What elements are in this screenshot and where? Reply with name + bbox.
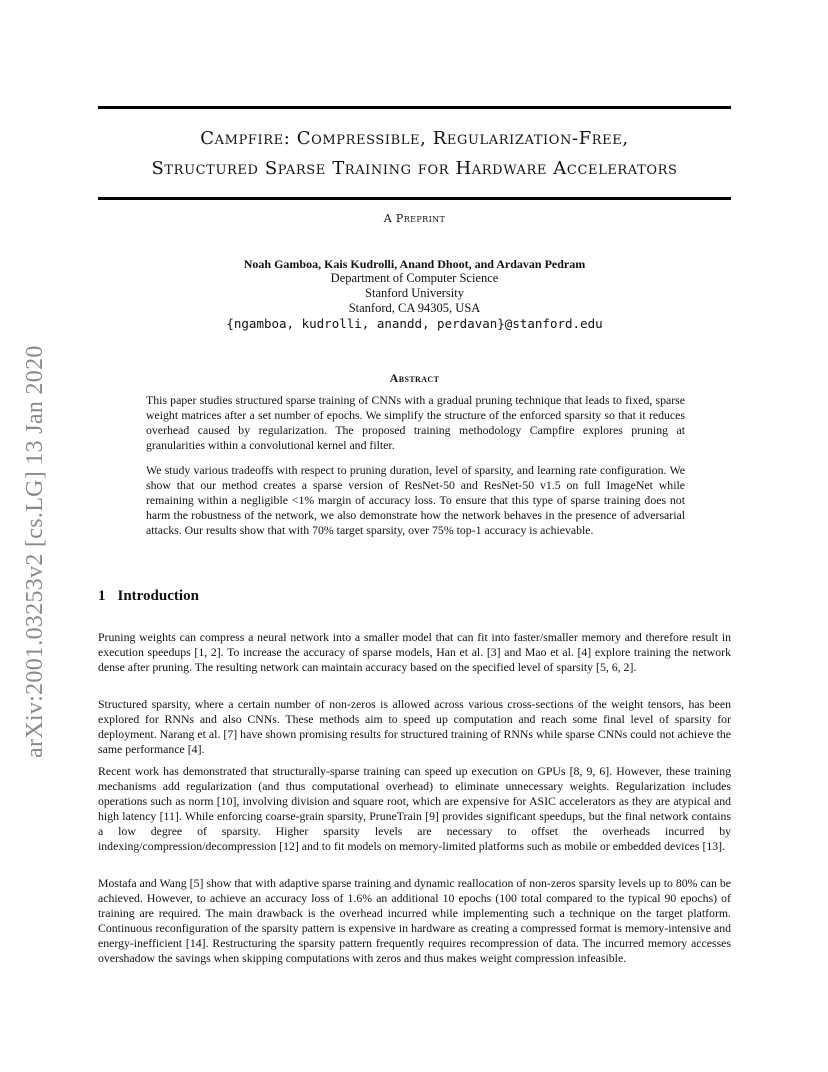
section-number: 1 bbox=[98, 588, 106, 604]
abstract-heading: Abstract bbox=[389, 371, 440, 385]
abstract-paragraph: This paper studies structured sparse training of CNNs with a gradual pruning technique that leads to fixed, sparse weight matrices after a set number of epochs. We simplify the structure of the enforced sparsity so that it reduces overhead caused by regularization. The proposed training methodology Campfire explores pruning at granularities within a convolutional kernel and filter. bbox=[146, 393, 685, 452]
body-paragraph: Recent work has demonstrated that structurally-sparse training can speed up execution on GPUs [8, 9, 6]. However, these training mechanisms add regularization (and thus computational overhead) to eliminate unnecessary weights. Regularization includes operations such as norm [10], involving division and square root, which are expensive for ASIC accelerators as they are atypical and high latency [11]. While enforcing coarse-grain sparsity, PruneTrain [9] provides significant speedups, but the final network contains a low degree of sparsity. Higher sparsity levels are necessary to offset the overheads incurred by indexing/compression/decompression [12] and to fit models on memory-limited platforms such as mobile or embedded devices [13]. bbox=[98, 764, 731, 853]
abstract-paragraph: We study various tradeoffs with respect to pruning duration, level of sparsity, and learning rate configuration. We show that our method creates a sparse version of ResNet-50 and ResNet-50 v1.5 on full ImageNet while remaining within a negligible <1% margin of accuracy loss. To ensure that this type of sparse training does not harm the robustness of the network, we also demonstrate how the network behaves in the presence of adversarial attacks. Our results show that with 70% target sparsity, over 75% top-1 accuracy is achievable. bbox=[146, 463, 685, 537]
paper-title-line-1: Campfire: Compressible, Regularization-Free, bbox=[200, 128, 629, 149]
affiliation-address: Stanford, CA 94305, USA bbox=[348, 301, 481, 315]
paper-title-line-2: Structured Sparse Training for Hardware Accelerators bbox=[151, 158, 678, 179]
affiliation-university: Stanford University bbox=[365, 286, 464, 300]
body-paragraph: Structured sparsity, where a certain number of non-zeros is allowed across various cross-sections of the weight tensors, has been explored for RNNs and also CNNs. These methods aim to speed up computation and reach some final level of sparsity for deployment. Narang et al. [7] have shown promising results for structured training of RNNs while sparse CNNs could not achieve the same performance [4]. bbox=[98, 697, 731, 756]
body-paragraph: Mostafa and Wang [5] show that with adaptive sparse training and dynamic reallocation of non-zeros sparsity levels up to 80% can be achieved. However, to achieve an accuracy loss of 1.6% an additional 10 epochs (100 total compared to the typical 90 epochs) of training are required. The main drawback is the overhead incurred while implementing such a technique on the target platform. Continuous reconfiguration of the sparsity pattern is expensive in hardware as creating a compressed format is memory-intensive and energy-inefficient [14]. Restructuring the sparsity pattern frequently requires recompression of data. The incurred memory accesses overshadow the savings when skipping computations with zeros and thus makes weight compression infeasible. bbox=[98, 876, 731, 965]
section-title: Introduction bbox=[117, 588, 199, 604]
affiliation-department: Department of Computer Science bbox=[330, 271, 499, 285]
body-paragraph: Pruning weights can compress a neural network into a smaller model that can fit into faster/smaller memory and therefore result in execution speedups [1, 2]. To increase the accuracy of sparse models, Han et al. [3] and Mao et al. [4] explore training the network dense after pruning. The resulting network can maintain accuracy based on the specified level of sparsity [5, 6, 2]. bbox=[98, 630, 731, 674]
section-heading bbox=[98, 588, 199, 605]
arxiv-identifier-stamp: arXiv:2001.03253v2 [cs.LG] 13 Jan 2020 bbox=[22, 345, 48, 758]
author-emails: {ngamboa, kudrolli, anandd, perdavan}@stanford.edu bbox=[226, 316, 603, 331]
title-bottom-rule bbox=[98, 197, 731, 200]
preprint-label: A Preprint bbox=[383, 212, 446, 225]
title-top-rule bbox=[98, 106, 731, 109]
author-list: Noah Gamboa, Kais Kudrolli, Anand Dhoot, and Ardavan Pedram bbox=[243, 257, 586, 271]
